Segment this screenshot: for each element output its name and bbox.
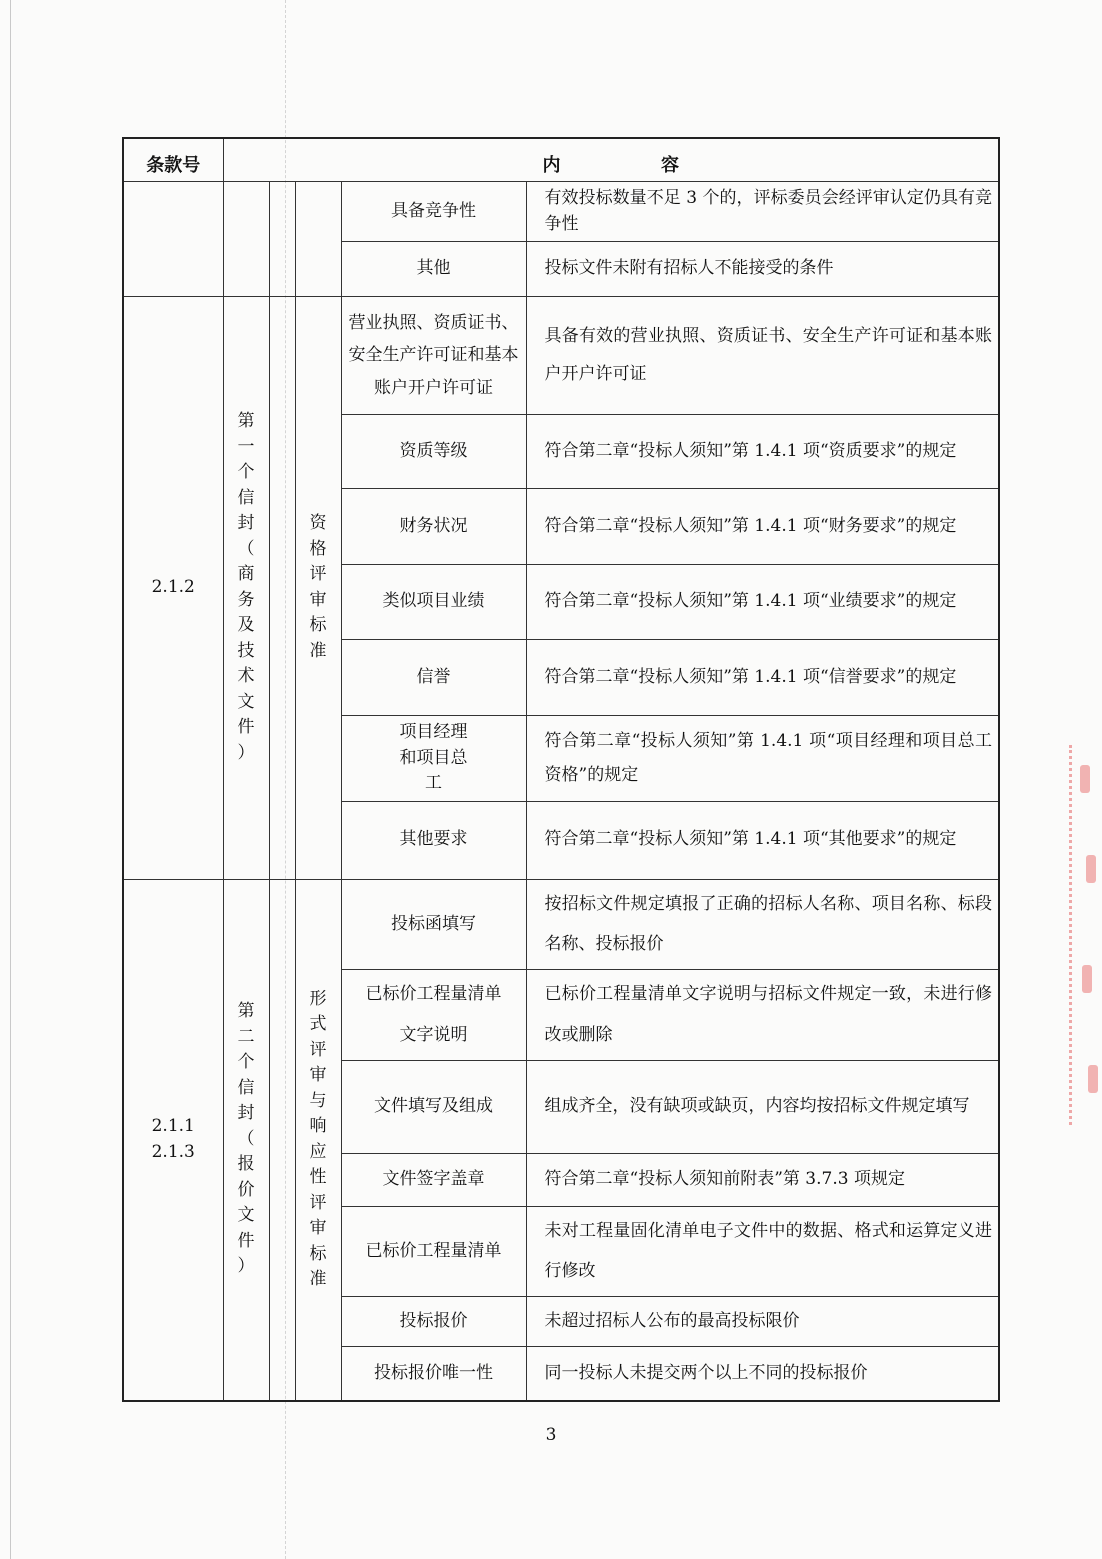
item-cell: 其他 <box>341 242 526 297</box>
standard-text-cell: 未超过招标人公布的最高投标限价 <box>526 1297 999 1347</box>
standard-cell-empty <box>295 182 341 297</box>
evaluation-criteria-table <box>122 137 1000 1402</box>
envelope-label: 第 二 个 信 封 （ 报 价 文 件 ） <box>223 879 269 1401</box>
standard-text-cell: 组成齐全，没有缺项或缺页，内容均按招标文件规定填写 <box>526 1060 999 1153</box>
standard-text-cell: 符合第二章“投标人须知”第 1.4.1 项“其他要求”的规定 <box>526 801 999 879</box>
standard-text-cell: 未对工程量固化清单电子文件中的数据、格式和运算定义进行修改 <box>526 1206 999 1297</box>
item-cell: 已标价工程量清单文字说明 <box>341 970 526 1061</box>
envelope-label: 第 一 个 信 封 （ 商 务 及 技 术 文 件 ） <box>223 297 269 880</box>
table-header-row <box>123 138 999 182</box>
header-clause: 条款号 <box>123 138 223 182</box>
gap-cell <box>269 879 295 1401</box>
clause-number <box>123 879 223 1401</box>
item-cell: 财务状况 <box>341 489 526 565</box>
item-cell: 文件签字盖章 <box>341 1153 526 1206</box>
standard-text-cell: 符合第二章“投标人须知”第 1.4.1 项“项目经理和项目总工资格”的规定 <box>526 716 999 802</box>
item-cell: 已标价工程量清单 <box>341 1206 526 1297</box>
item-cell: 其他要求 <box>341 801 526 879</box>
envelope-cell-empty <box>223 182 269 297</box>
red-seal-stamp <box>1069 745 1102 1125</box>
standard-text-cell: 符合第二章“投标人须知前附表”第 3.7.3 项规定 <box>526 1153 999 1206</box>
clause-number-1: 2.1.1 <box>151 1116 195 1137</box>
item-cell: 文件填写及组成 <box>341 1060 526 1153</box>
gap-cell <box>269 297 295 880</box>
clause-number-2: 2.1.3 <box>151 1141 195 1162</box>
clause-number: 2.1.2 <box>123 297 223 880</box>
item-cell: 资质等级 <box>341 415 526 489</box>
clause-cell-empty <box>123 182 223 297</box>
page-number: 3 <box>545 1425 557 1445</box>
table-row <box>123 879 999 970</box>
header-content: 内 容 <box>223 138 999 182</box>
standard-text-cell: 按招标文件规定填报了正确的招标人名称、项目名称、标段名称、投标报价 <box>526 879 999 970</box>
standard-label: 资 格 评 审 标 准 <box>295 297 341 880</box>
standard-text-cell: 同一投标人未提交两个以上不同的投标报价 <box>526 1347 999 1401</box>
gap-cell <box>269 182 295 297</box>
item-cell: 具备竞争性 <box>341 182 526 242</box>
standard-text-cell: 符合第二章“投标人须知”第 1.4.1 项“资质要求”的规定 <box>526 415 999 489</box>
standard-text-cell: 已标价工程量清单文字说明与招标文件规定一致，未进行修改或删除 <box>526 970 999 1061</box>
item-cell: 营业执照、资质证书、安全生产许可证和基本账户开户许可证 <box>341 297 526 415</box>
table-row <box>123 182 999 242</box>
item-cell: 投标报价唯一性 <box>341 1347 526 1401</box>
item-cell: 信誉 <box>341 640 526 716</box>
standard-text-cell: 符合第二章“投标人须知”第 1.4.1 项“财务要求”的规定 <box>526 489 999 565</box>
standard-text-cell: 投标文件未附有招标人不能接受的条件 <box>526 242 999 297</box>
page-edge <box>10 0 11 1559</box>
standard-text-cell: 符合第二章“投标人须知”第 1.4.1 项“业绩要求”的规定 <box>526 565 999 640</box>
standard-text-cell: 具备有效的营业执照、资质证书、安全生产许可证和基本账户开户许可证 <box>526 297 999 415</box>
item-cell: 类似项目业绩 <box>341 565 526 640</box>
item-cell: 投标函填写 <box>341 879 526 970</box>
item-cell: 投标报价 <box>341 1297 526 1347</box>
table-row <box>123 297 999 415</box>
item-cell: 项目经理和项目总工 <box>341 716 526 802</box>
standard-text-cell: 有效投标数量不足 3 个的，评标委员会经评审认定仍具有竞争性 <box>526 182 999 242</box>
standard-text-cell: 符合第二章“投标人须知”第 1.4.1 项“信誉要求”的规定 <box>526 640 999 716</box>
standard-label: 形 式 评 审 与 响 应 性 评 审 标 准 <box>295 879 341 1401</box>
